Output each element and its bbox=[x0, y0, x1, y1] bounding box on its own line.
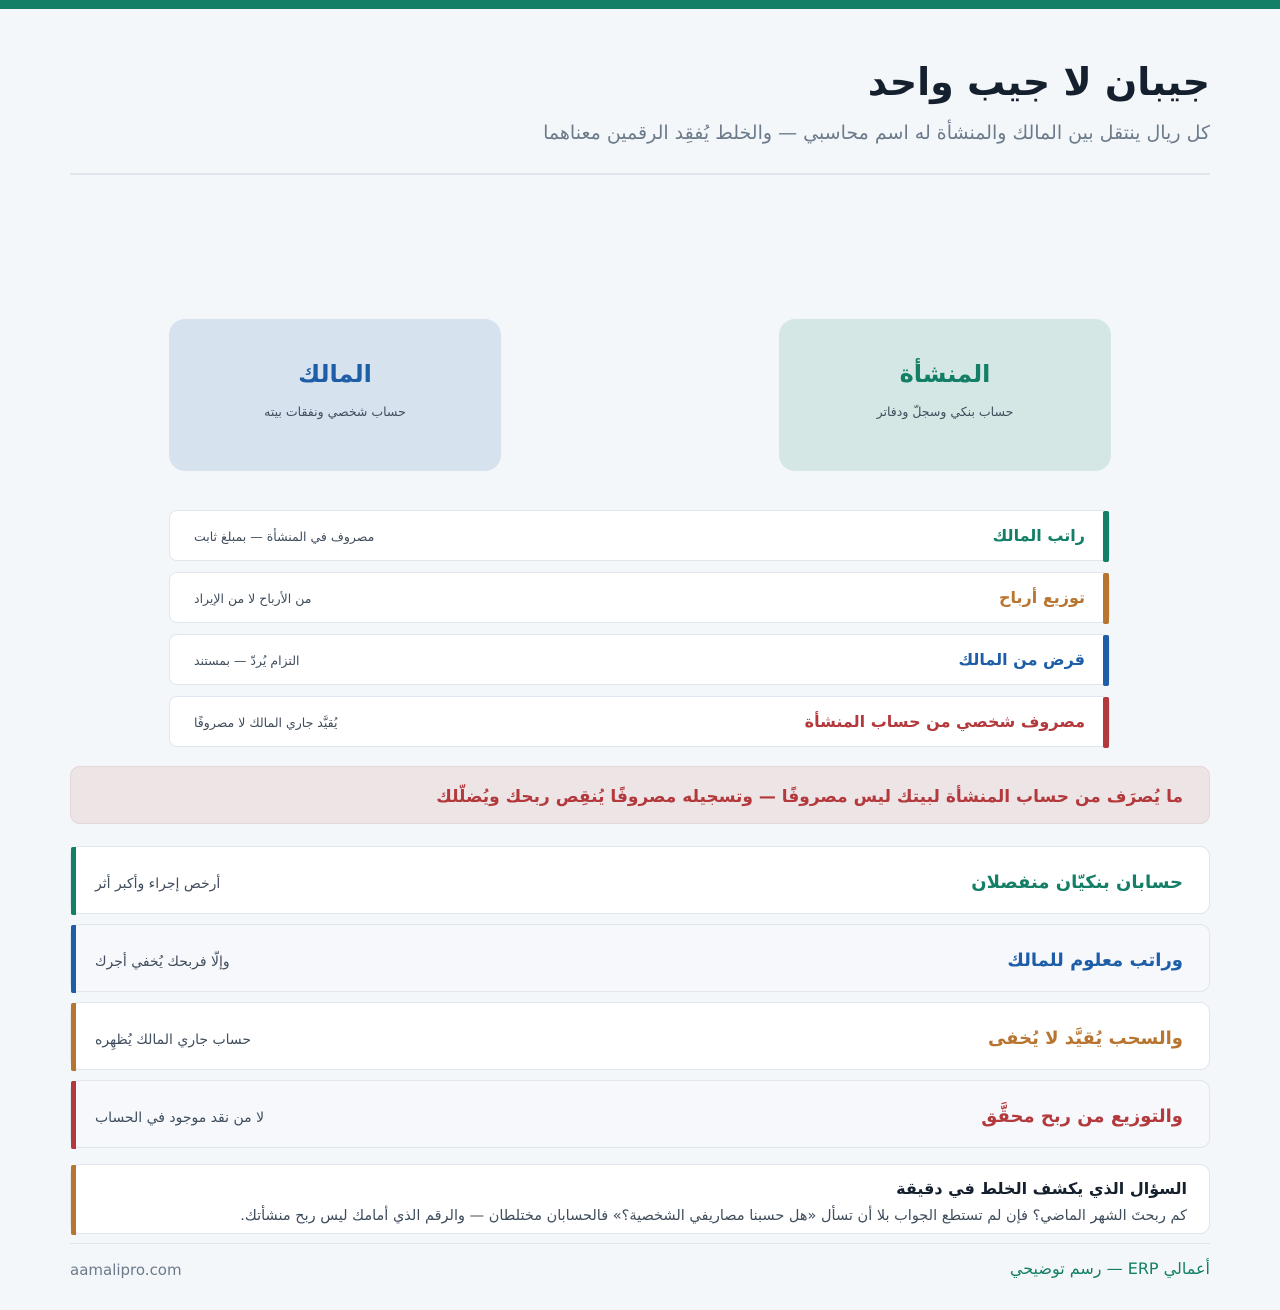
flow-note: من الأرباح لا من الإيراد bbox=[194, 591, 312, 606]
top-accent-bar bbox=[0, 0, 1280, 9]
business-name: المنشأة bbox=[899, 360, 991, 388]
rule-label: والسحب يُقيَّد لا يُخفى bbox=[987, 1028, 1183, 1049]
flow-note: مصروف في المنشأة — بمبلغ ثابت bbox=[194, 529, 375, 544]
rule-label: والتوزيع من ربح محقَّق bbox=[981, 1106, 1183, 1127]
flow-note: التزام يُردّ — بمستند bbox=[194, 653, 300, 668]
warning-banner bbox=[70, 766, 1210, 824]
flow-color-bar bbox=[1103, 635, 1109, 686]
footer-site: aamalipro.com bbox=[70, 1261, 182, 1279]
rule-color-bar bbox=[71, 1081, 76, 1149]
page-title: جيبان لا جيب واحد bbox=[867, 60, 1210, 104]
flow-note: يُقيَّد جاري المالك لا مصروفًا bbox=[194, 715, 338, 730]
page-subtitle: كل ريال ينتقل بين المالك والمنشأة له اسم محاسبي — والخلط يُفقِد الرقمين معناهما bbox=[543, 122, 1210, 144]
rule-item-separate-accounts bbox=[70, 846, 1210, 914]
flow-color-bar bbox=[1103, 697, 1109, 748]
owner-desc: حساب شخصي ونفقات بيته bbox=[264, 404, 406, 419]
rule-item-realized-profit bbox=[70, 1080, 1210, 1148]
question-title: السؤال الذي يكشف الخلط في دقيقة bbox=[896, 1179, 1187, 1198]
rule-label: وراتب معلوم للمالك bbox=[1007, 950, 1183, 971]
flow-label: توزيع أرباح bbox=[999, 588, 1085, 607]
flow-item-personal-expense bbox=[169, 696, 1110, 747]
rule-note: وإلّا فربحك يُخفي أجرك bbox=[95, 954, 230, 970]
rule-color-bar bbox=[71, 1003, 76, 1071]
question-text: كم ربحتَ الشهر الماضي؟ فإن لم تستطع الجواب بلا أن تسأل «هل حسبنا مصاريفي الشخصية؟» فالحسابان مختلطان — والرقم الذي أمامك ليس ربح منشأتك. bbox=[240, 1208, 1187, 1224]
business-box bbox=[779, 319, 1111, 471]
question-box bbox=[70, 1164, 1210, 1234]
flow-color-bar bbox=[1103, 573, 1109, 624]
rule-label: حسابان بنكيّان منفصلان bbox=[971, 872, 1183, 893]
flow-color-bar bbox=[1103, 511, 1109, 562]
business-desc: حساب بنكي وسجلّ ودفاتر bbox=[876, 404, 1014, 419]
question-color-bar bbox=[71, 1165, 76, 1235]
rule-note: حساب جاري المالك يُظهِره bbox=[95, 1032, 252, 1048]
rule-color-bar bbox=[71, 847, 76, 915]
footer-brand: أعمالي ERP — رسم توضيحي bbox=[1009, 1259, 1210, 1278]
flow-item-owner-loan bbox=[169, 634, 1110, 685]
owner-box bbox=[169, 319, 501, 471]
header-divider bbox=[70, 173, 1210, 175]
rule-note: لا من نقد موجود في الحساب bbox=[95, 1110, 265, 1126]
rule-note: أرخص إجراء وأكبر أثر bbox=[95, 876, 221, 892]
rule-item-record-withdrawals bbox=[70, 1002, 1210, 1070]
rule-item-owner-salary bbox=[70, 924, 1210, 992]
flow-label: مصروف شخصي من حساب المنشأة bbox=[804, 712, 1085, 731]
footer-divider bbox=[70, 1243, 1210, 1244]
flow-item-owner-salary bbox=[169, 510, 1110, 561]
rule-color-bar bbox=[71, 925, 76, 993]
flow-label: قرض من المالك bbox=[958, 650, 1085, 669]
page-header bbox=[70, 56, 1210, 146]
flow-item-profit-distribution bbox=[169, 572, 1110, 623]
warning-text: ما يُصرَف من حساب المنشأة لبيتك ليس مصروفًا — وتسجيله مصروفًا يُنقِص ربحك ويُضلّلك bbox=[436, 787, 1183, 807]
flow-label: راتب المالك bbox=[992, 526, 1085, 545]
owner-name: المالك bbox=[298, 360, 372, 388]
